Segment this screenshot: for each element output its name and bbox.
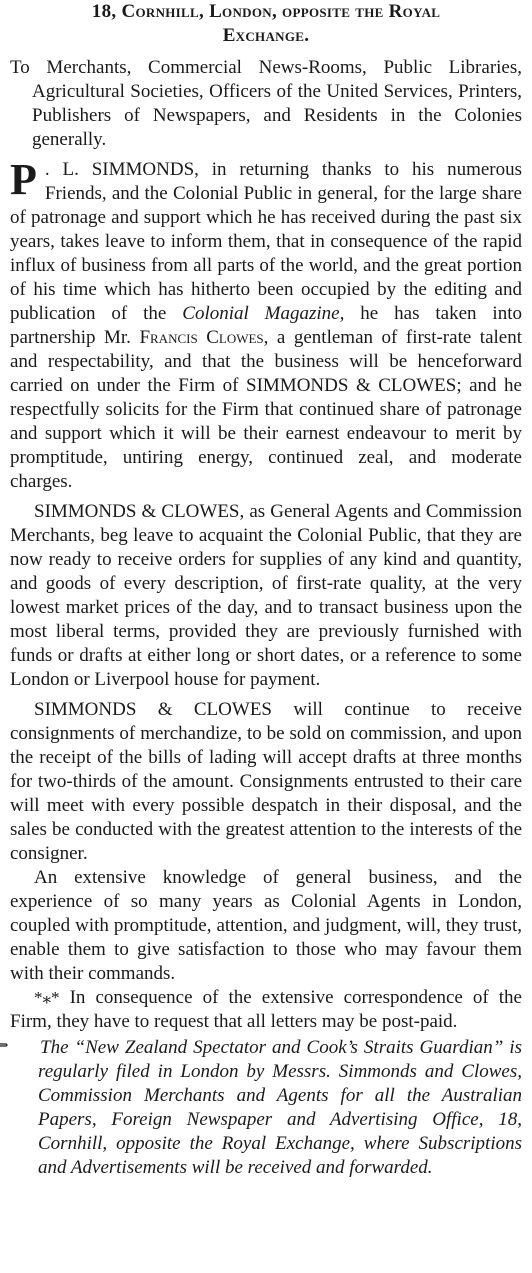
asterism: *⁎*	[34, 988, 60, 1007]
postage-text: In consequence of the extensive correspondence of the Firm, they have to request that all letters may be post-paid.	[10, 987, 522, 1032]
experience-paragraph: An extensive knowledge of general business, and the experience of so many years as Colonial Agents in London, coupled with promptitude, attention, and judgment, will, they trust, enable them to give satisfaction to those who may favour them with their commands.	[10, 867, 522, 984]
addressee-paragraph: To Merchants, Commercial News-Rooms, Public Libraries, Agricultural Societies, Officers of the United Services, Printers, Publishers of Newspapers, and Residents in the Colonies generally.	[10, 57, 522, 150]
heading-line-2: Exchange.	[222, 25, 310, 46]
partner-name: Francis Clowes,	[139, 327, 269, 348]
address-heading	[10, 0, 522, 48]
consignments-paragraph: SIMMONDS & CLOWES will continue to receive consignments of merchandize, to be sold on commission, and upon the receipt of the bills of lading will accept drafts at three months for two-thirds of the amount. Consignments entrusted to their care will meet with every possible despatch in their disposal, and the sales be conducted with the greatest attention to the interests of the consigner.	[10, 699, 522, 864]
opening-text-2: he has taken into partnership Mr.	[10, 303, 522, 348]
heading-line-1: 18, Cornhill, London, opposite the Royal	[91, 1, 441, 22]
drop-cap: P	[10, 155, 37, 204]
notice-text: The “New Zealand Spectator and Cook’s Straits Guardian” is regularly filed in London by Messrs. Simmonds and Clowes, Commission Merchants and Agents for all the Australian Papers, Foreign Newspaper and Advertising Office, 18, Cornhill, opposite the Royal Exchange, where Subscriptions and Advertisements will be received and forwarded.	[38, 1037, 522, 1178]
postage-paragraph	[10, 986, 522, 1034]
opening-text-1: . L. SIMMONDS, in returning thanks to his numerous Friends, and the Colonial Public in general, for the large share of patronage and support which he has received during the past six years, takes leave to inform them, that in consequence of the rapid influx of business from all parts of the world, and the great portion of his time which has hitherto been occupied by the editing and publication of the	[10, 159, 522, 324]
magazine-title: Colonial Magazine,	[182, 303, 345, 324]
agents-paragraph: SIMMONDS & CLOWES, as General Agents and Commission Merchants, beg leave to acquaint the Colonial Public, that they are now ready to receive orders for supplies of any kind and quantity, and goods of every description, of first-rate quality, at the very lowest market prices of the day, and to transact business upon the most liberal terms, provided they are previously furnished with funds or drafts at either long or short dates, or a reference to some London or Liverpool house for payment.	[10, 501, 522, 690]
newspaper-notice	[10, 1036, 522, 1180]
opening-paragraph	[10, 155, 522, 494]
opening-text-3: a gentleman of first-rate talent and respectability, and that the business will be henceforward carried on under the Firm of SIMMONDS & CLOWES; and he respectfully solicits for the Firm that continued share of patronage and support which it will be their earnest endeavour to merit by promptitude, untiring energy, continued zeal, and moderate charges.	[10, 327, 522, 492]
pointing-hand-icon	[10, 1037, 36, 1051]
